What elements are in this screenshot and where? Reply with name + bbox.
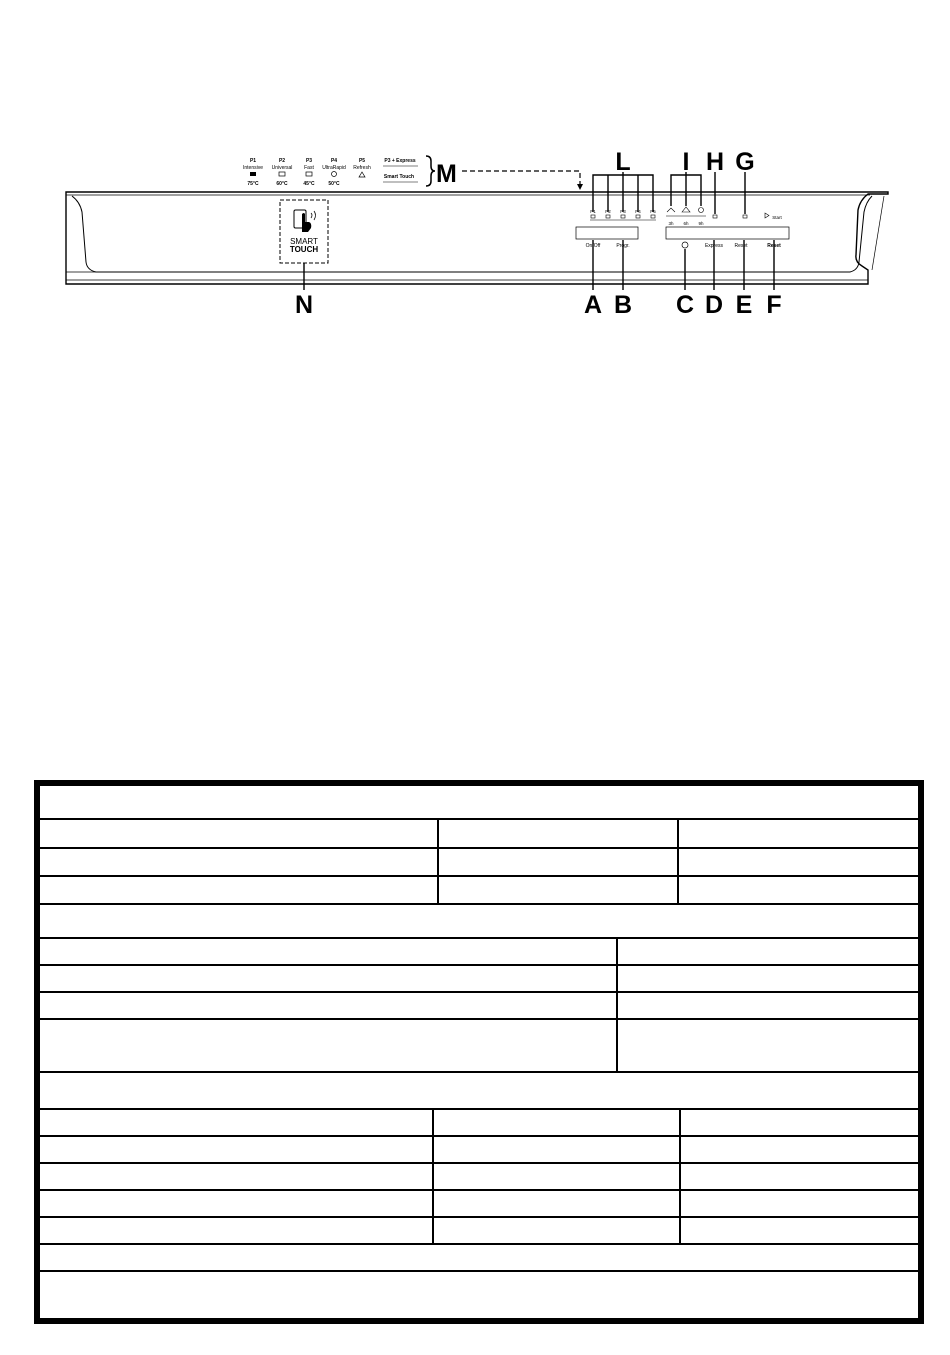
legend-program-code: P1 bbox=[249, 158, 257, 164]
table-section-header bbox=[40, 786, 918, 820]
callout-f: F bbox=[766, 291, 782, 319]
callout-h: H bbox=[705, 148, 725, 176]
callout-d: D bbox=[704, 291, 724, 319]
universal-icon bbox=[279, 172, 285, 176]
start-icon bbox=[765, 213, 769, 218]
legend-program-name: Intensive bbox=[242, 165, 264, 171]
table-cell bbox=[679, 1137, 918, 1162]
table-cell bbox=[437, 849, 677, 875]
control-panel-diagram bbox=[0, 0, 950, 330]
callout-m-leader bbox=[462, 171, 580, 186]
intensive-icon bbox=[250, 172, 256, 176]
smart-touch-line1: SMART bbox=[290, 237, 318, 246]
eco-icon bbox=[682, 207, 690, 212]
arrow-down-icon bbox=[577, 184, 583, 190]
callout-n: N bbox=[294, 291, 314, 319]
table-row bbox=[40, 1191, 918, 1218]
program-led bbox=[591, 215, 595, 218]
legend-program-p3 bbox=[303, 158, 315, 187]
table-cell bbox=[437, 877, 677, 903]
table-row bbox=[40, 966, 918, 993]
program-led bbox=[621, 215, 625, 218]
table-row bbox=[40, 1218, 918, 1245]
table-cell bbox=[432, 1164, 679, 1189]
express-button[interactable]: Express bbox=[704, 243, 724, 249]
table-cell bbox=[679, 1218, 918, 1243]
table-row bbox=[40, 1110, 918, 1137]
callout-b: B bbox=[613, 291, 633, 319]
legend-program-code: P2 bbox=[278, 158, 286, 164]
legend-program-p5 bbox=[353, 158, 371, 177]
hand-touch-icon bbox=[302, 213, 311, 232]
table-cell bbox=[437, 820, 677, 847]
reset-icon-button[interactable]: Reset bbox=[734, 243, 748, 249]
legend-program-temp: 45°C bbox=[303, 181, 315, 187]
table-row bbox=[40, 1164, 918, 1191]
legend-express-label: P3 + Express bbox=[384, 158, 416, 164]
legend-program-name: UltraRapid bbox=[322, 165, 346, 171]
specification-table bbox=[34, 780, 924, 1324]
legend-program-code: P5 bbox=[358, 158, 366, 164]
callout-i: I bbox=[682, 148, 690, 176]
top-callout-leaders bbox=[593, 172, 745, 214]
legend-program-temp: 75°C bbox=[247, 181, 259, 187]
nfc-waves-icon bbox=[311, 211, 316, 220]
program-led-label: P1 bbox=[590, 209, 596, 214]
table-section-header bbox=[40, 1073, 918, 1110]
table-cell bbox=[616, 939, 918, 964]
table-row bbox=[40, 939, 918, 966]
legend-program-code: P4 bbox=[330, 158, 338, 164]
delay-led-label: 3h bbox=[668, 221, 674, 226]
table-cell bbox=[616, 966, 918, 991]
bottom-callout-leaders bbox=[304, 240, 774, 290]
panel-outline bbox=[66, 192, 888, 284]
legend-program-name: Universal bbox=[271, 165, 293, 171]
callout-c: C bbox=[675, 291, 695, 319]
program-led-label: P5 bbox=[650, 209, 656, 214]
program-led-label: P4 bbox=[635, 209, 641, 214]
fast-icon bbox=[306, 172, 312, 176]
callout-g: G bbox=[735, 148, 755, 176]
start-label: Start bbox=[772, 215, 782, 220]
program-button[interactable]: Progr. bbox=[616, 243, 630, 249]
callout-l: L bbox=[615, 148, 631, 176]
table-cell bbox=[677, 877, 918, 903]
callout-m: M bbox=[436, 160, 457, 188]
table-cell bbox=[679, 1110, 918, 1135]
table-cell bbox=[432, 1218, 679, 1243]
table-cell bbox=[432, 1110, 679, 1135]
table-cell bbox=[432, 1137, 679, 1162]
table-cell bbox=[432, 1191, 679, 1216]
bottom-callouts bbox=[295, 291, 782, 319]
legend-program-p1 bbox=[243, 158, 263, 187]
button-strip-right bbox=[666, 227, 789, 239]
table-row bbox=[40, 1272, 918, 1318]
delay-led-label: 9h bbox=[698, 221, 704, 226]
clock-icon bbox=[699, 208, 704, 213]
callout-e: E bbox=[735, 291, 753, 319]
table-row bbox=[40, 993, 918, 1020]
legend-program-temp: 50°C bbox=[328, 181, 340, 187]
reset-button[interactable]: Reset bbox=[767, 243, 781, 249]
table-row bbox=[40, 1137, 918, 1164]
table-row bbox=[40, 877, 918, 905]
legend-brace bbox=[426, 156, 435, 186]
callout-a: A bbox=[583, 291, 603, 319]
program-led bbox=[651, 215, 655, 218]
half-load-icon bbox=[667, 208, 675, 212]
table-row bbox=[40, 820, 918, 849]
panel-buttons bbox=[586, 242, 781, 249]
program-led bbox=[606, 215, 610, 218]
table-row bbox=[40, 849, 918, 877]
table-cell bbox=[677, 820, 918, 847]
program-led bbox=[636, 215, 640, 218]
table-cell bbox=[679, 1191, 918, 1216]
legend-smart-touch-label: Smart Touch bbox=[383, 174, 415, 180]
table-cell bbox=[679, 1164, 918, 1189]
legend-program-p4 bbox=[322, 158, 346, 187]
top-callouts bbox=[615, 148, 754, 176]
legend-program-code: P3 bbox=[305, 158, 313, 164]
legend-program-p2 bbox=[272, 158, 293, 187]
on-off-button[interactable]: On/Off bbox=[585, 243, 601, 249]
program-led-label: P3 bbox=[620, 209, 626, 214]
delay-button-icon[interactable] bbox=[682, 242, 688, 248]
legend-program-name: Fast bbox=[304, 165, 314, 171]
reset-led bbox=[743, 215, 747, 218]
legend-program-name: Refresh bbox=[353, 165, 371, 171]
table-cell bbox=[677, 849, 918, 875]
delay-led-row bbox=[666, 207, 782, 226]
express-led bbox=[713, 215, 717, 218]
refresh-icon bbox=[359, 172, 365, 177]
ultrarapid-icon bbox=[332, 172, 337, 177]
legend-program-temp: 60°C bbox=[276, 181, 288, 187]
table-row bbox=[40, 1245, 918, 1272]
delay-led-label: 6h bbox=[683, 221, 689, 226]
table-cell bbox=[616, 1020, 918, 1071]
program-legend bbox=[243, 158, 418, 187]
table-row bbox=[40, 1020, 918, 1073]
table-cell bbox=[616, 993, 918, 1018]
table-section-header bbox=[40, 905, 918, 939]
program-led-label: P2 bbox=[605, 209, 611, 214]
smart-touch-line2: TOUCH bbox=[289, 245, 319, 254]
smart-touch-zone[interactable] bbox=[280, 200, 328, 263]
button-strip-left bbox=[576, 227, 638, 239]
